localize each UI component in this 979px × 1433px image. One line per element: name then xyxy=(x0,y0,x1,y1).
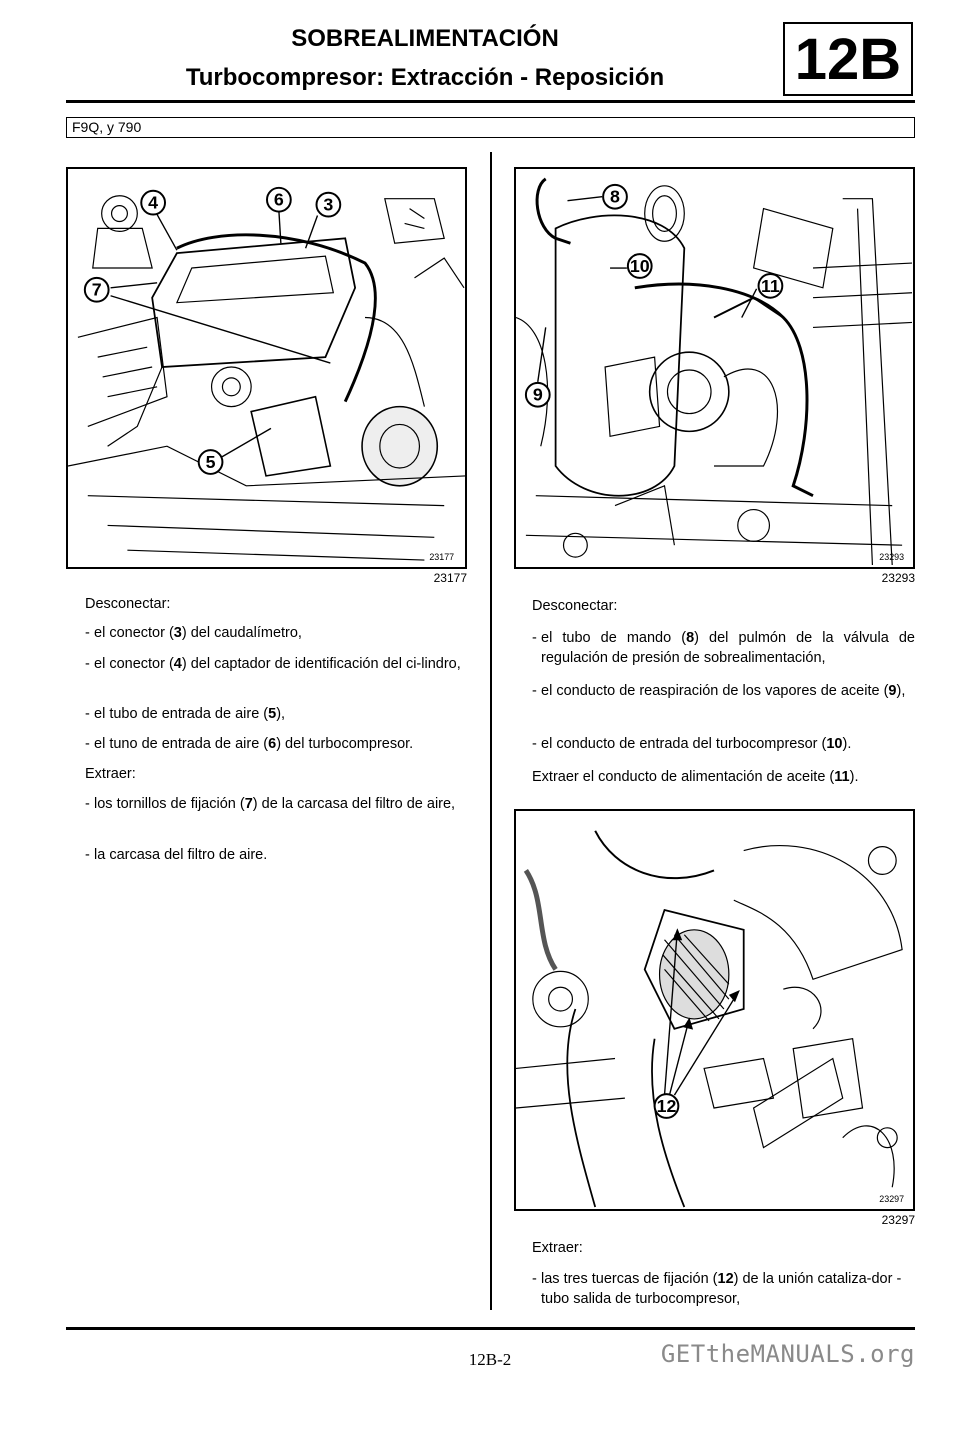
list-item: - el tubo de entrada de aire (5), xyxy=(85,706,286,722)
list-item: - los tornillos de fijación (7) de la carcasa del filtro de aire, xyxy=(85,796,456,812)
list-item: - el conducto de entrada del turbocompresor (10). xyxy=(532,736,852,752)
footer-rule xyxy=(66,1327,915,1330)
engine-illustration-catalyst xyxy=(516,811,913,1209)
callout-4: 4 xyxy=(148,192,159,213)
list-item: - las tres tuercas de fijación (12) de la unión cataliza-dor - tubo salida de turbocompresor, xyxy=(532,1271,902,1307)
callout-12: 12 xyxy=(656,1095,677,1116)
callout-10: 10 xyxy=(629,255,650,276)
column-divider xyxy=(490,152,492,1310)
figure-number-23177: 23177 xyxy=(433,571,467,585)
engine-illustration-airbox xyxy=(68,169,465,567)
list-item: - el conducto de reaspiración de los vapores de aceite (9), xyxy=(532,683,906,699)
section-code-badge: 12B xyxy=(783,22,913,96)
list-item: - el conector (3) del caudalímetro, xyxy=(85,625,302,641)
list-item: - el tuno de entrada de aire (6) del turbocompresor. xyxy=(85,736,414,752)
right-intro-disconnect: Desconectar: xyxy=(532,598,618,614)
figure-23297 xyxy=(514,809,915,1211)
page-number: 12B-2 xyxy=(468,1350,512,1369)
callout-8: 8 xyxy=(610,186,620,207)
left-intro-disconnect: Desconectar: xyxy=(85,596,171,612)
list-item: - la carcasa del filtro de aire. xyxy=(85,847,268,863)
right-intro-extract: Extraer: xyxy=(532,1240,583,1256)
figure-number-23297: 23297 xyxy=(881,1213,915,1227)
document-subtitle: Turbocompresor: Extracción - Reposición xyxy=(185,64,665,91)
callout-7: 7 xyxy=(91,279,102,300)
engine-illustration-turbo xyxy=(516,169,913,567)
list-item: - el tubo de mando (8) del pulmón de la válvula de regulación de presión de sobrealimentación, xyxy=(532,630,915,666)
callout-11: 11 xyxy=(761,275,780,296)
document-title: SOBREALIMENTACIÓN xyxy=(291,25,559,52)
header-rule xyxy=(66,100,915,103)
callout-5: 5 xyxy=(205,451,216,472)
figure-23293 xyxy=(514,167,915,569)
figure-inner-number: 23297 xyxy=(879,1194,905,1205)
watermark: GETtheMANUALS.org xyxy=(660,1340,915,1368)
extract-oil-feed-instruction: Extraer el conducto de alimentación de aceite (11). xyxy=(532,769,859,785)
figure-23177 xyxy=(66,167,467,569)
figure-number-23293: 23293 xyxy=(881,571,915,585)
figure-inner-number: 23293 xyxy=(879,552,905,563)
callout-3: 3 xyxy=(323,194,334,215)
left-intro-extract: Extraer: xyxy=(85,766,136,782)
callout-6: 6 xyxy=(273,189,284,210)
list-item: - el conector (4) del captador de identificación del ci-lindro, xyxy=(85,656,461,672)
callout-9: 9 xyxy=(532,384,543,405)
engine-reference-box: F9Q, y 790 xyxy=(66,117,915,138)
figure-inner-number: 23177 xyxy=(429,552,455,563)
